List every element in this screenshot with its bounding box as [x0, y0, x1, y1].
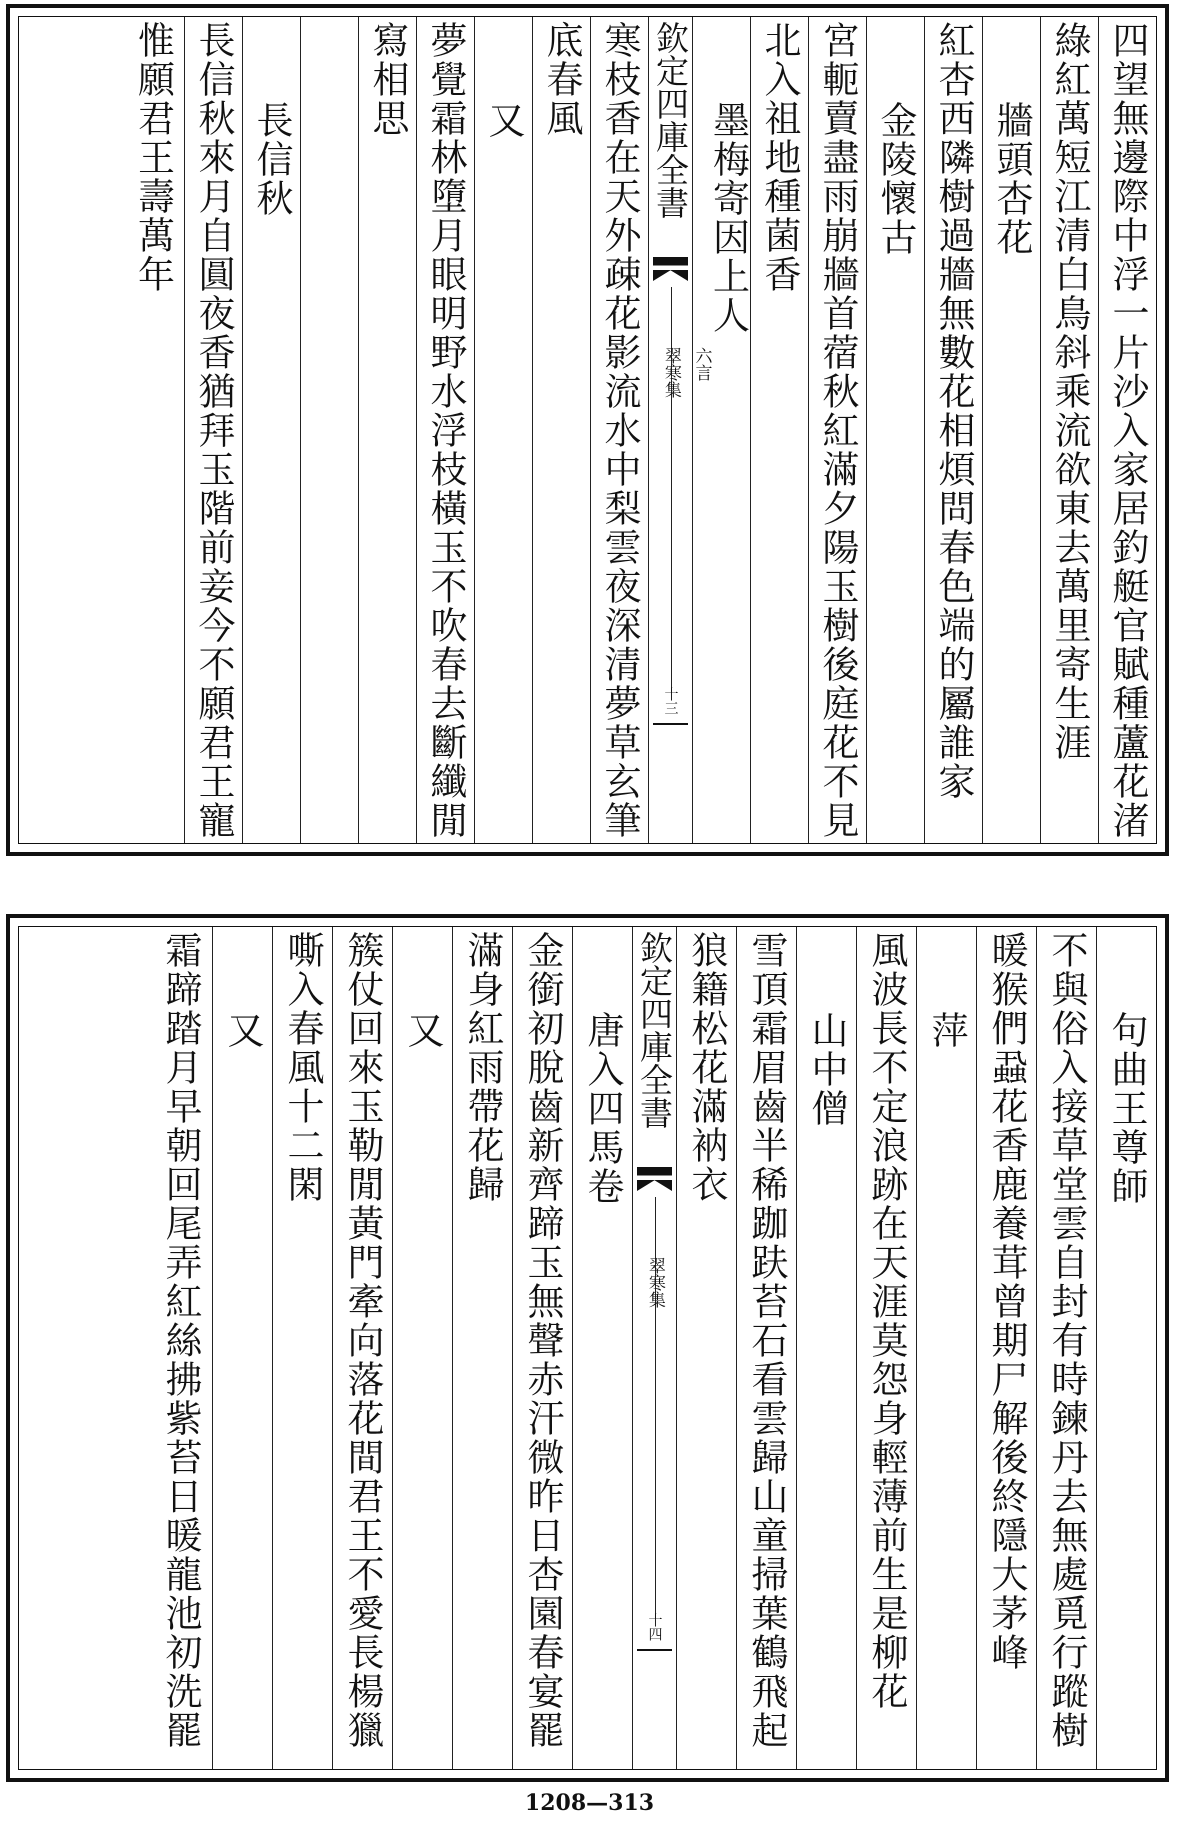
center-fold — [632, 927, 676, 1769]
fishtail-mark — [637, 1167, 672, 1191]
poem-title-column: 金陵懷古 — [866, 17, 924, 843]
text-column: 霜蹄踏月早朝回尾弄紅絲拂紫苔日暖龍池初洗罷 — [159, 931, 202, 1750]
poem-title-column: 萍 — [916, 927, 976, 1769]
text-column: 長信秋來月自圓夜香猶拜玉階前妾今不願君王寵 — [184, 17, 242, 843]
lower-half-page — [6, 914, 1169, 1782]
fishtail-mark — [653, 257, 688, 281]
poem-title-column: 又 — [212, 927, 272, 1769]
upper-half-page — [6, 4, 1169, 856]
text-columns — [19, 927, 1156, 1769]
text-column: 雪頂霜眉齒半稀跏趺苔石看雲歸山童掃葉鶴飛起 — [736, 927, 796, 1769]
fold-bottom-rule — [637, 1649, 672, 1651]
page-frame — [18, 926, 1157, 1770]
center-fold — [648, 17, 692, 843]
text-column: 寒枝香在天外疎花影流水中梨雲夜深清夢草玄筆 — [590, 17, 648, 843]
fold-collection-name: 翠寒集 — [644, 1257, 665, 1308]
text-column: 金銜初脫齒新齊蹄玉無聲赤汗微昨日杏園春宴罷 — [512, 927, 572, 1769]
text-column: 綠紅萬短江清白鳥斜乘流欲東去萬里寄生涯 — [1040, 17, 1098, 843]
poem-title-column: 牆頭杏花 — [982, 17, 1040, 843]
text-column: 風波長不定浪跡在天涯莫怨身輕薄前生是柳花 — [856, 927, 916, 1769]
page-frame — [18, 16, 1157, 844]
text-column: 紅杏西隣樹過牆無數花相煩問春色端的屬誰家 — [924, 17, 982, 843]
poem-title-column: 唐入四馬卷 — [572, 927, 632, 1769]
text-column: 夢覺霜林墮月眼明野水浮枝橫玉不吹春去斷纖閒 — [416, 17, 474, 843]
text-column: 不與俗入接草堂雲自封有時鍊丹去無處覓行蹤樹 — [1036, 927, 1096, 1769]
poem-title-column: 又 — [474, 17, 532, 843]
text-column: 四望無邊際中浮一片沙入家居釣艇官賦種蘆花渚 — [1098, 17, 1156, 843]
poem-title-column: 長信秋 — [242, 17, 300, 843]
poem-title-column: 山中僧 — [796, 927, 856, 1769]
small-note: 六言 — [691, 347, 712, 381]
text-column: 北入祖地種菌香 — [750, 17, 808, 843]
text-column: 惟願君王壽萬年 — [131, 21, 175, 294]
poem-title-column: 墨梅寄因上人 六言 — [692, 17, 750, 843]
text-columns — [19, 17, 1156, 843]
text-column: 寫相思 — [358, 17, 416, 843]
empty-column — [300, 17, 358, 843]
fold-page-number: 十三 — [662, 687, 679, 715]
text-column: 暖猴們蝨花香鹿養茸曾期尸解後終隱大茅峰 — [976, 927, 1036, 1769]
text-column: 簇仗回來玉勒閒黃門牽向落花間君王不愛長楊獵 — [332, 927, 392, 1769]
volume-page-number: 1208—313 — [524, 1790, 655, 1816]
text-column: 滿身紅雨帶花歸 — [452, 927, 512, 1769]
fold-title: 欽定四庫全書 — [635, 931, 674, 1129]
text-column: 宮軛賣盡雨崩牆首蓿秋紅滿夕陽玉樹後庭花不見 — [808, 17, 866, 843]
text-column: 嘶入春風十二閑 — [272, 927, 332, 1769]
text-column: 底春風 — [532, 17, 590, 843]
text-column: 狼籍松花滿衲衣 — [676, 927, 736, 1769]
poem-title-column: 又 — [392, 927, 452, 1769]
fold-bottom-rule — [653, 723, 688, 725]
fold-page-number: 十四 — [646, 1613, 663, 1641]
poem-title-column: 句曲王尊師 — [1096, 927, 1156, 1769]
fold-collection-name: 翠寒集 — [660, 347, 681, 398]
fold-title: 欽定四庫全書 — [651, 21, 690, 219]
